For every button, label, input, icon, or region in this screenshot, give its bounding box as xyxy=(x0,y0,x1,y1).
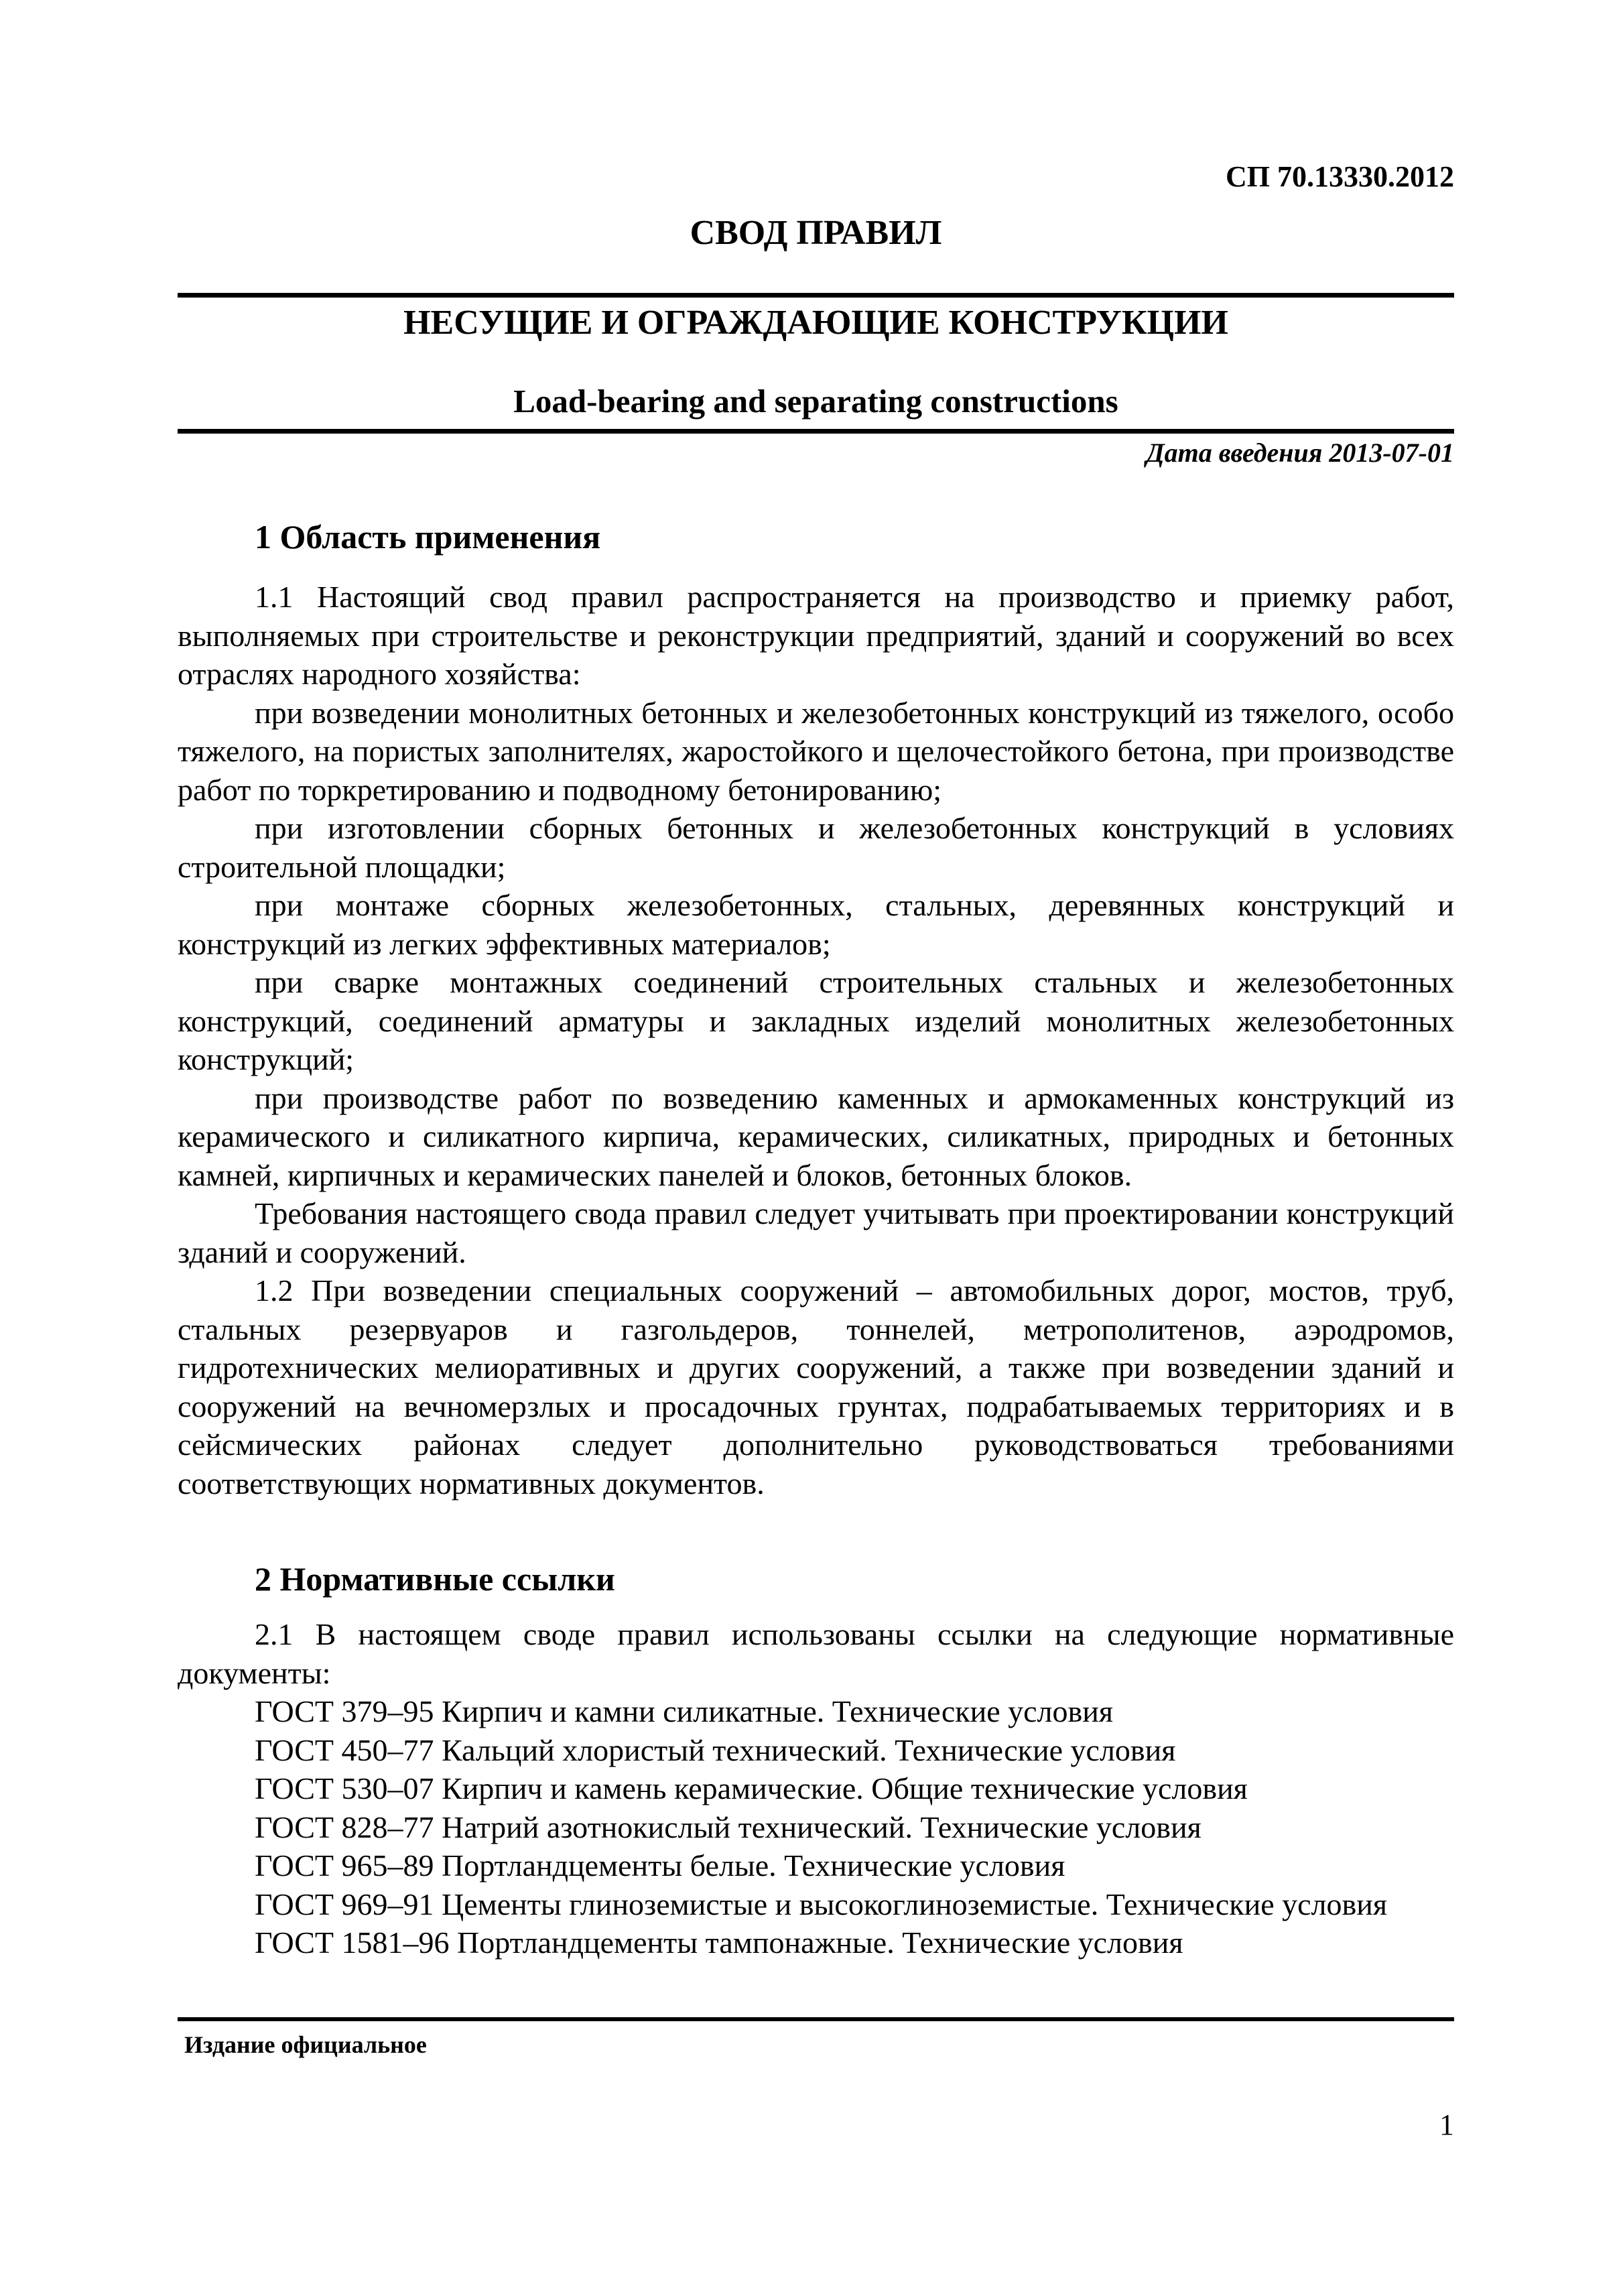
reference-item: ГОСТ 379–95 Кирпич и камни силикатные. Технические условия xyxy=(255,1694,1113,1728)
reference-item: ГОСТ 969–91 Цементы глиноземистые и высокоглиноземистые. Технические условия xyxy=(255,1887,1387,1921)
section-2-body xyxy=(178,1615,1454,1962)
reference-item: ГОСТ 965–89 Портландцементы белые. Технические условия xyxy=(255,1848,1065,1883)
edition-label: Издание официальное xyxy=(184,2031,427,2058)
footer-divider xyxy=(178,2017,1454,2021)
paragraph: Требования настоящего свода правил следует учитывать при проектировании конструкций зданий и сооружений. xyxy=(178,1196,1454,1269)
section-2-heading: 2 Нормативные ссылки xyxy=(255,1560,615,1598)
paragraph: 2.1 В настоящем своде правил использованы ссылки на следующие нормативные документы: xyxy=(178,1617,1454,1690)
reference-item: ГОСТ 450–77 Кальций хлористый технический. Технические условия xyxy=(255,1732,1176,1767)
document-title: НЕСУЩИЕ И ОГРАЖДАЮЩИЕ КОНСТРУКЦИИ xyxy=(403,304,1228,342)
paragraph: при сварке монтажных соединений строительных стальных и железобетонных конструкций, соединений арматуры и закладных изделий монолитных железобетонных конструкций; xyxy=(178,965,1454,1076)
paragraph: при монтаже сборных железобетонных, стальных, деревянных конструкций и конструкций из легких эффективных материалов; xyxy=(178,888,1454,961)
paragraph: при производстве работ по возведению каменных и армокаменных конструкций из керамического и силикатного кирпича, керамических, силикатных, природных и бетонных камней, кирпичных и керамических панелей и блоков, бетонных блоков. xyxy=(178,1080,1454,1192)
section-1-body xyxy=(178,578,1454,1503)
intro-date: Дата введения 2013-07-01 xyxy=(1146,438,1454,468)
top-divider xyxy=(178,293,1454,298)
page-number: 1 xyxy=(1439,2108,1454,2141)
paragraph: при возведении монолитных бетонных и железобетонных конструкций из тяжелого, особо тяжелого, на пористых заполнителях, жаростойкого и щелочестойкого бетона, при производстве работ по торкретированию и подводному бетонированию; xyxy=(178,695,1454,807)
document-type: СВОД ПРАВИЛ xyxy=(690,214,942,252)
reference-item: ГОСТ 1581–96 Портландцементы тампонажные. Технические условия xyxy=(255,1925,1183,1960)
paragraph: 1.2 При возведении специальных сооружений – автомобильных дорог, мостов, труб, стальных резервуаров и газгольдеров, тоннелей, метрополитенов, аэродромов, гидротехнических мелиоративных и других сооружений, а также при возведении зданий и сооружений на вечномерзлых и просадочных грунтах, подрабатываемых территориях и в сейсмических районах следует дополнительно руководствоваться требованиями соответствующих нормативных документов. xyxy=(178,1273,1454,1501)
document-title-en: Load-bearing and separating constructions xyxy=(513,383,1118,420)
section-1-heading: 1 Область применения xyxy=(255,518,601,556)
title-divider xyxy=(178,429,1454,434)
reference-item: ГОСТ 530–07 Кирпич и камень керамические. Общие технические условия xyxy=(255,1771,1248,1805)
paragraph: 1.1 Настоящий свод правил распространяется на производство и приемку работ, выполняемых при строительстве и реконструкции предприятий, зданий и сооружений во всех отраслях народного хозяйства: xyxy=(178,580,1454,691)
paragraph: при изготовлении сборных бетонных и железобетонных конструкций в условиях строительной площадки; xyxy=(178,811,1454,884)
reference-item: ГОСТ 828–77 Натрий азотнокислый технический. Технические условия xyxy=(255,1809,1202,1844)
document-code: СП 70.13330.2012 xyxy=(1226,160,1454,193)
